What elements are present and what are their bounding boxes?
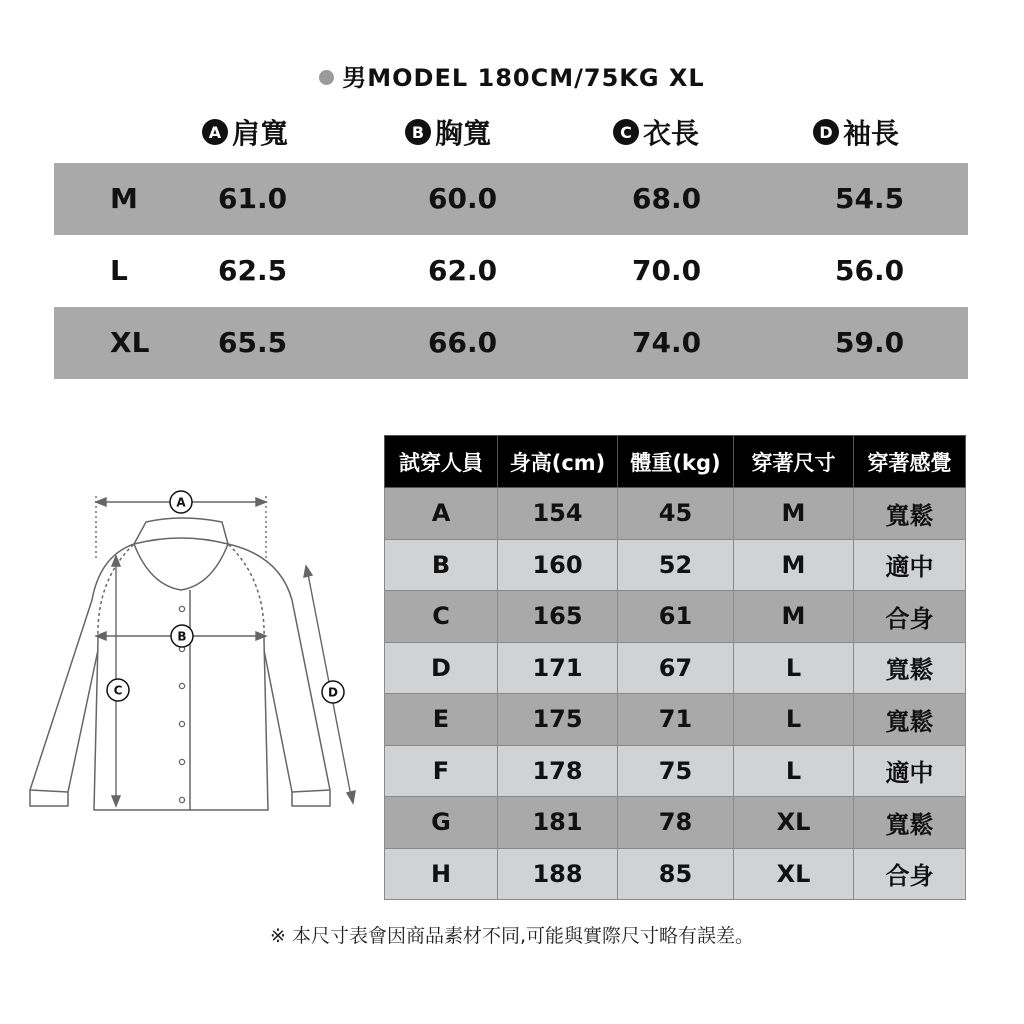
button-icon bbox=[179, 797, 184, 802]
size-value: 70.0 bbox=[632, 254, 702, 287]
size-cell: L bbox=[734, 694, 854, 746]
size-value: 54.5 bbox=[835, 182, 905, 215]
col-sleeve-length bbox=[813, 110, 899, 154]
col-label: 肩寬 bbox=[232, 117, 289, 150]
size-cell: M bbox=[734, 539, 854, 591]
feel-cell: 寬鬆 bbox=[854, 797, 966, 849]
col-label: 胸寬 bbox=[435, 117, 492, 150]
garment-measurement-diagram bbox=[25, 485, 365, 825]
size-cell: L bbox=[734, 642, 854, 694]
tester-cell: B bbox=[385, 539, 498, 591]
weight-cell: 78 bbox=[618, 797, 734, 849]
weight-cell: 71 bbox=[618, 694, 734, 746]
size-cell: XL bbox=[734, 848, 854, 900]
size-value: 68.0 bbox=[632, 182, 702, 215]
weight-cell: 61 bbox=[618, 591, 734, 643]
size-cell: M bbox=[734, 591, 854, 643]
tester-cell: G bbox=[385, 797, 498, 849]
header-height: 身高(cm) bbox=[498, 436, 618, 488]
size-value: 60.0 bbox=[428, 182, 498, 215]
header-weight: 體重(kg) bbox=[618, 436, 734, 488]
feel-cell: 寬鬆 bbox=[854, 694, 966, 746]
tester-cell: C bbox=[385, 591, 498, 643]
size-value: 56.0 bbox=[835, 254, 905, 287]
button-icon bbox=[179, 606, 184, 611]
feel-cell: 適中 bbox=[854, 745, 966, 797]
arrow-head-icon bbox=[256, 498, 266, 506]
size-chart-header bbox=[0, 110, 1024, 154]
button-icon bbox=[179, 683, 184, 688]
col-body-length bbox=[613, 110, 699, 154]
height-cell: 165 bbox=[498, 591, 618, 643]
tester-cell: H bbox=[385, 848, 498, 900]
weight-cell: 67 bbox=[618, 642, 734, 694]
feel-cell: 寬鬆 bbox=[854, 488, 966, 540]
size-row-xl bbox=[54, 307, 968, 379]
height-cell: 175 bbox=[498, 694, 618, 746]
right-sleeve bbox=[228, 544, 330, 792]
badge-a-icon: A bbox=[202, 119, 228, 145]
size-value: 74.0 bbox=[632, 326, 702, 359]
fitting-table bbox=[384, 435, 966, 900]
button-icon bbox=[179, 759, 184, 764]
shawl-collar bbox=[134, 544, 228, 590]
model-info: 男MODEL 180CM/75KG XL bbox=[0, 58, 1024, 93]
weight-cell: 75 bbox=[618, 745, 734, 797]
feel-cell: 寬鬆 bbox=[854, 642, 966, 694]
size-value: 62.0 bbox=[428, 254, 498, 287]
weight-cell: 45 bbox=[618, 488, 734, 540]
table-row bbox=[385, 848, 966, 900]
table-row bbox=[385, 745, 966, 797]
fitting-header-row bbox=[385, 436, 966, 488]
header-fit-feel: 穿著感覺 bbox=[854, 436, 966, 488]
header-tester: 試穿人員 bbox=[385, 436, 498, 488]
table-row bbox=[385, 694, 966, 746]
marker-b-label: B bbox=[177, 629, 187, 644]
feel-cell: 適中 bbox=[854, 539, 966, 591]
button-icon bbox=[179, 721, 184, 726]
table-row bbox=[385, 488, 966, 540]
tester-cell: F bbox=[385, 745, 498, 797]
tester-cell: D bbox=[385, 642, 498, 694]
size-value: 66.0 bbox=[428, 326, 498, 359]
footnote: ※ 本尺寸表會因商品素材不同,可能與實際尺寸略有誤差。 bbox=[269, 925, 754, 947]
height-cell: 160 bbox=[498, 539, 618, 591]
size-cell: L bbox=[734, 745, 854, 797]
table-row bbox=[385, 539, 966, 591]
size-row-l bbox=[54, 235, 968, 307]
weight-cell: 85 bbox=[618, 848, 734, 900]
size-cell: M bbox=[734, 488, 854, 540]
tester-cell: E bbox=[385, 694, 498, 746]
arrow-head-icon bbox=[112, 796, 120, 806]
table-row bbox=[385, 642, 966, 694]
feel-cell: 合身 bbox=[854, 591, 966, 643]
badge-c-icon: C bbox=[613, 119, 639, 145]
weight-cell: 52 bbox=[618, 539, 734, 591]
col-label: 衣長 bbox=[643, 117, 700, 150]
size-value: 62.5 bbox=[218, 254, 288, 287]
header-size-worn: 穿著尺寸 bbox=[734, 436, 854, 488]
size-value: 59.0 bbox=[835, 326, 905, 359]
size-chart-table bbox=[54, 163, 968, 379]
size-label: XL bbox=[110, 326, 150, 359]
height-cell: 171 bbox=[498, 642, 618, 694]
col-label: 袖長 bbox=[843, 117, 900, 150]
size-value: 61.0 bbox=[218, 182, 288, 215]
table-row bbox=[385, 591, 966, 643]
marker-d-label: D bbox=[328, 685, 338, 700]
height-cell: 181 bbox=[498, 797, 618, 849]
feel-cell: 合身 bbox=[854, 848, 966, 900]
left-sleeve bbox=[30, 544, 134, 792]
col-shoulder-width bbox=[202, 110, 288, 154]
bullet-dot-icon bbox=[319, 70, 334, 85]
marker-a-label: A bbox=[176, 495, 186, 510]
size-row-m bbox=[54, 163, 968, 235]
height-cell: 154 bbox=[498, 488, 618, 540]
marker-c-label: C bbox=[113, 683, 123, 698]
arrow-head-icon bbox=[96, 498, 106, 506]
arrow-head-icon bbox=[304, 566, 312, 577]
size-label: L bbox=[110, 254, 128, 287]
size-cell: XL bbox=[734, 797, 854, 849]
table-row bbox=[385, 797, 966, 849]
height-cell: 178 bbox=[498, 745, 618, 797]
col-chest-width bbox=[405, 110, 491, 154]
tester-cell: A bbox=[385, 488, 498, 540]
arrow-head-icon bbox=[347, 791, 355, 803]
badge-d-icon: D bbox=[813, 119, 839, 145]
height-cell: 188 bbox=[498, 848, 618, 900]
size-label: M bbox=[110, 182, 138, 215]
collar-band bbox=[134, 518, 228, 544]
badge-b-icon: B bbox=[405, 119, 431, 145]
size-value: 65.5 bbox=[218, 326, 288, 359]
